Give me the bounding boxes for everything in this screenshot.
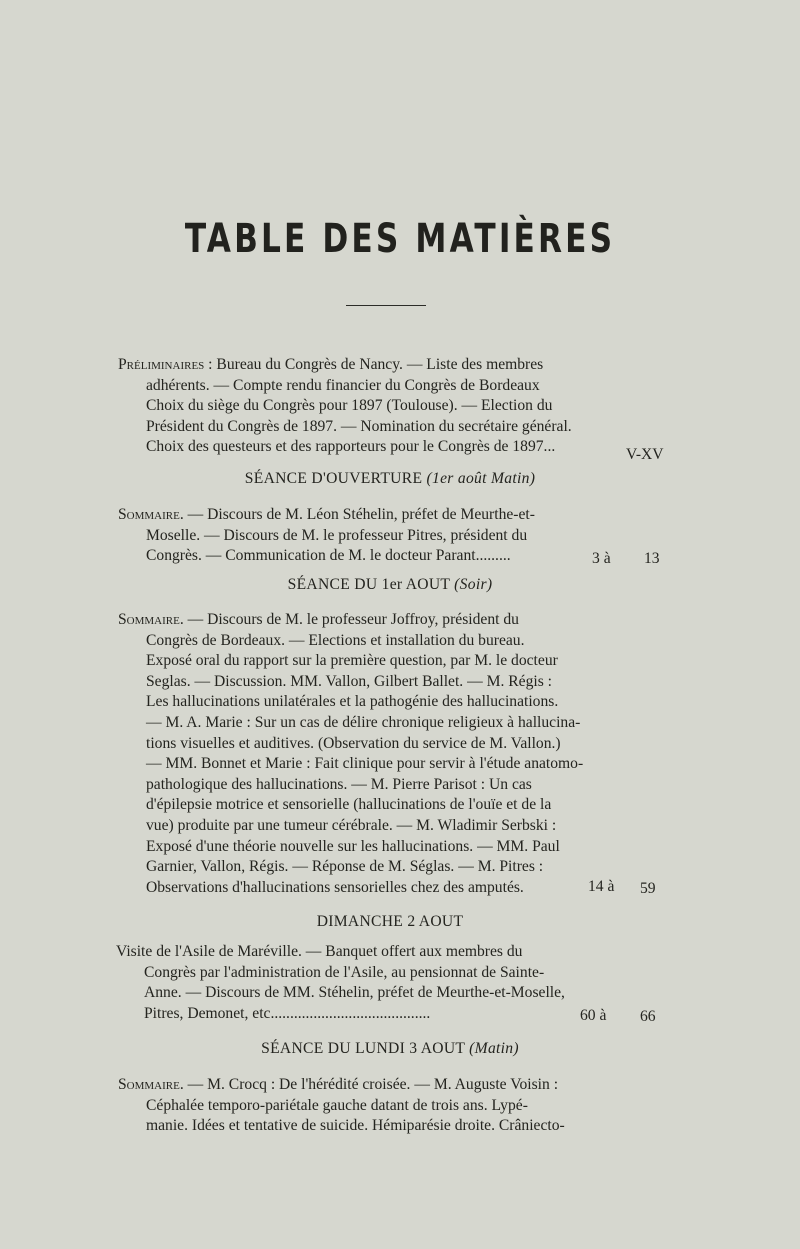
toc-entry-dimanche: Visite de l'Asile de Maréville. — Banquet offert aux membres du Congrès par l'administration de l'Asile, au pensionnat de Sainte- Anne. — Discours de MM. Stéhelin, préfet de Meurthe-et-Moselle, Pitres, Demonet, etc......................................... bbox=[116, 943, 565, 1022]
toc-entry-lundi: Sommaire. — M. Crocq : De l'hérédité croisée. — M. Auguste Voisin : Céphalée temporo-pariétale gauche datant de trois ans. Lypé- manie. Idées et tentative de suicide. Hémiparésie droite. Crâniecto- bbox=[118, 1076, 565, 1135]
section-heading-1er-aout: SÉANCE DU 1er AOUT (Soir) bbox=[287, 576, 493, 593]
toc-entry-ouverture: Sommaire. — Discours de M. Léon Stéhelin, préfet de Meurthe-et- Moselle. — Discours de M. le professeur Pitres, président du Congrès. — Communication de M. le docteur Parant......... bbox=[118, 506, 535, 565]
section-heading-ouverture: SÉANCE D'OUVERTURE (1er août Matin) bbox=[244, 470, 536, 487]
page-ref-dimanche-from: 60 à bbox=[580, 1007, 607, 1024]
entry-label: Préliminaires bbox=[118, 356, 205, 373]
page-title: TABLE DES MATIÈRES bbox=[184, 216, 616, 262]
section-heading-dimanche: DIMANCHE 2 AOUT bbox=[316, 913, 464, 930]
page-ref-1er-aout-from: 14 à bbox=[588, 878, 615, 895]
page-ref-ouverture-to: 13 bbox=[644, 550, 660, 567]
page-ref-1er-aout-to: 59 bbox=[640, 880, 656, 897]
page-ref-dimanche-to: 66 bbox=[640, 1008, 656, 1025]
toc-entry-preliminaires: Préliminaires : Bureau du Congrès de Nancy. — Liste des membres adhérents. — Compte rendu financier du Congrès de Bordeaux Choix du siège du Congrès pour 1897 (Toulouse). — Election du Président du Congrès de 1897. — Nomination du secrétaire général. Choix des questeurs et des rapporteurs pour le Congrès de 1897... bbox=[118, 356, 572, 456]
section-heading-lundi: SÉANCE DU LUNDI 3 AOUT (Matin) bbox=[261, 1040, 519, 1057]
title-rule bbox=[346, 305, 426, 306]
toc-entry-1er-aout: Sommaire. — Discours de M. le professeur Joffroy, président du Congrès de Bordeaux. — Elections et installation du bureau. Exposé oral du rapport sur la première question, par M. le docteur Seglas. — Discussion. MM. Vallon, Gilbert Ballet. — M. Régis : Les hallucinations unilatérales et la pathogénie des hallucinations. — M. A. Marie : Sur un cas de délire chronique religieux à hallucina- tions visuelles et auditives. (Observation du service de M. Vallon.) — MM. Bonnet et Marie : Fait clinique pour servir à l'étude anatomo- pathologique des hallucinations. — M. Pierre Parisot : Un cas d'épilepsie motrice et sensorielle (hallucinations de l'ouïe et de la vue) produite par une tumeur cérébrale. — M. Wladimir Serbski : Exposé d'une théorie nouvelle sur les hallucinations. — MM. Paul Garnier, Vallon, Régis. — Réponse de M. Séglas. — M. Pitres : Observations d'hallucinations sensorielles chez des amputés. bbox=[118, 611, 584, 896]
page-ref-ouverture-from: 3 à bbox=[592, 550, 611, 567]
page-ref-preliminaires: V-XV bbox=[626, 446, 664, 463]
